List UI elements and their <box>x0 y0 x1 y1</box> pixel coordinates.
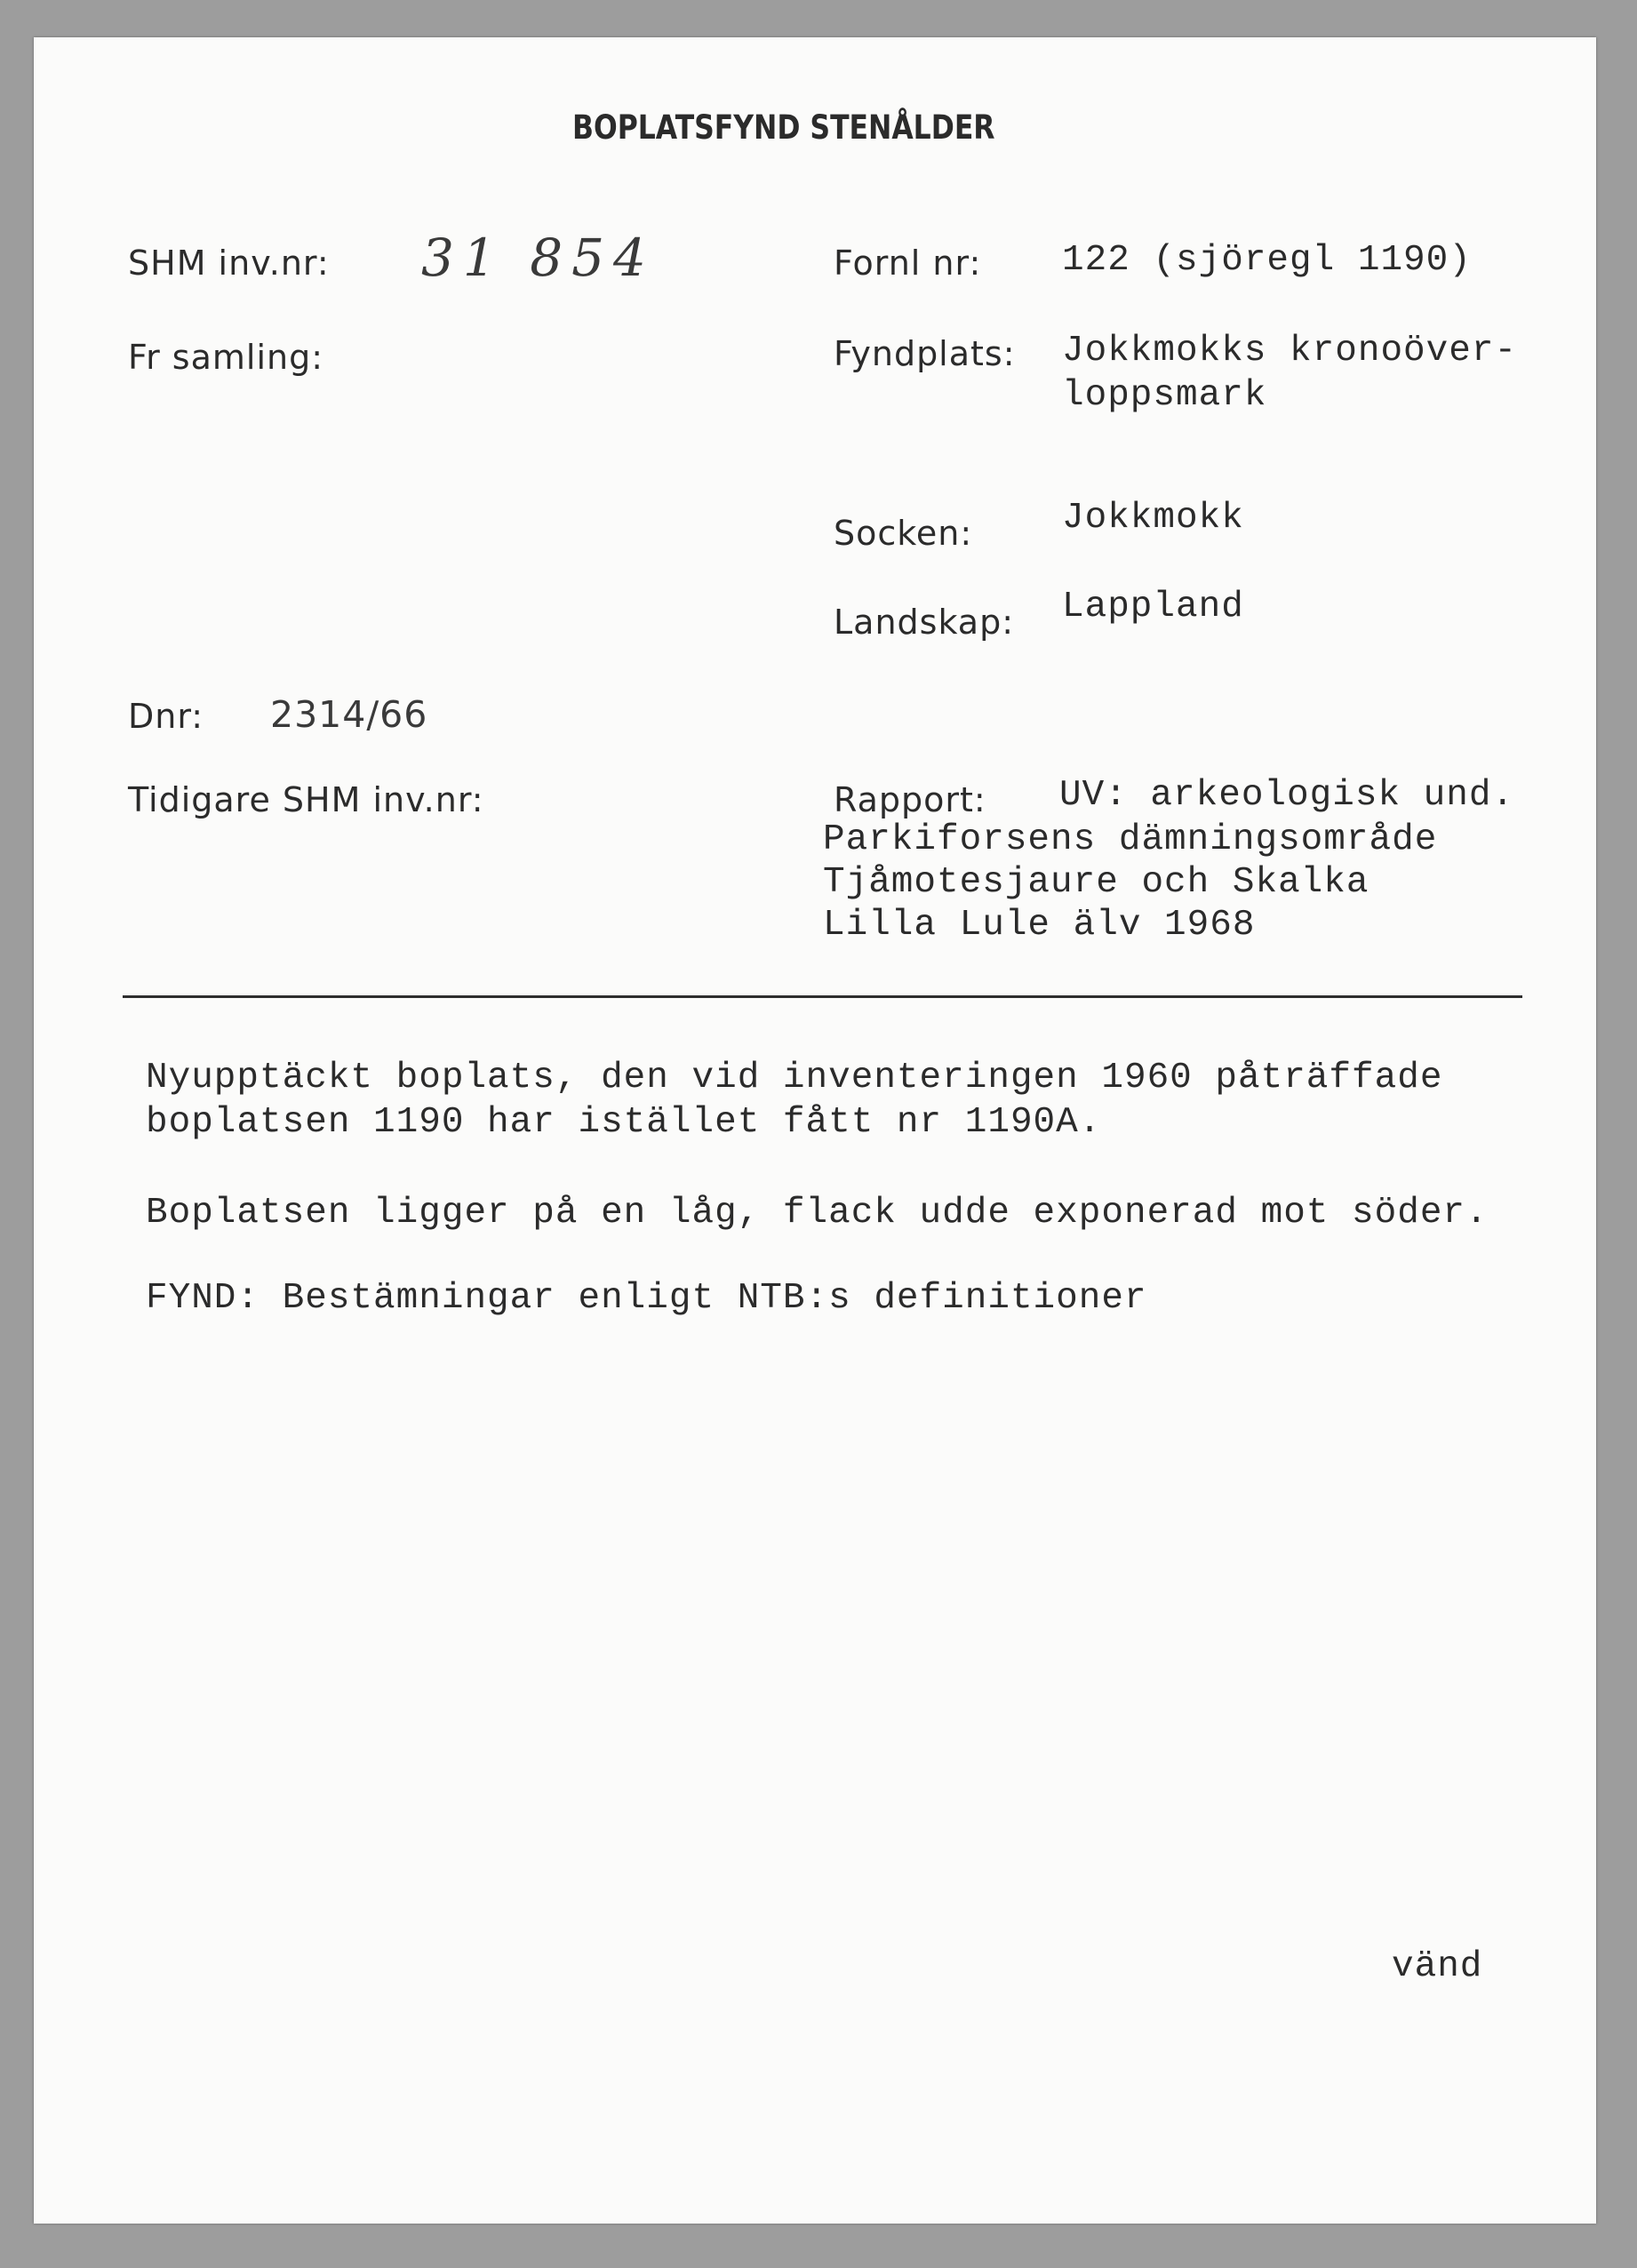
landskap-label: Landskap: <box>834 603 1015 642</box>
fr-samling-label: Fr samling: <box>128 338 324 377</box>
fornl-value: 122 (sjöregl 1190) <box>1062 240 1472 281</box>
rapport-line3: Tjåmotesjaure och Skalka <box>823 862 1369 903</box>
dnr-value: 2314/66 <box>270 693 428 736</box>
body-para1-line2: boplatsen 1190 har istället fått nr 1190A. <box>146 1102 1102 1143</box>
rapport-line1: UV: arkeologisk und. <box>1059 775 1515 816</box>
fyndplats-value-line1: Jokkmokks kronoöver- <box>1062 331 1518 371</box>
rapport-label: Rapport: <box>834 780 986 819</box>
rapport-line4: Lilla Lule älv 1968 <box>823 905 1256 946</box>
card-title: BOPLATSFYND STENÅLDER <box>572 108 995 147</box>
landskap-value: Lappland <box>1062 587 1244 627</box>
fyndplats-label: Fyndplats: <box>834 334 1016 373</box>
socken-label: Socken: <box>834 514 973 553</box>
shm-inv-label: SHM inv.nr: <box>128 244 330 283</box>
shm-inv-value: 31 854 <box>421 228 655 288</box>
tidigare-inv-label: Tidigare SHM inv.nr: <box>128 780 484 819</box>
fyndplats-value-line2: loppsmark <box>1062 375 1267 416</box>
divider-rule <box>123 995 1522 998</box>
body-para3: FYND: Bestämningar enligt NTB:s definitioner <box>146 1278 1147 1319</box>
body-para1-line1: Nyupptäckt boplats, den vid inventeringen 1960 påträffade <box>146 1058 1443 1098</box>
dnr-label: Dnr: <box>128 697 204 736</box>
vand-label: vänd <box>1392 1946 1483 1987</box>
catalog-card <box>34 37 1596 2224</box>
body-para2: Boplatsen ligger på en låg, flack udde exponerad mot söder. <box>146 1193 1489 1234</box>
fornl-label: Fornl nr: <box>834 244 982 283</box>
socken-value: Jokkmokk <box>1062 498 1244 539</box>
rapport-line2: Parkiforsens dämningsområde <box>823 819 1438 860</box>
